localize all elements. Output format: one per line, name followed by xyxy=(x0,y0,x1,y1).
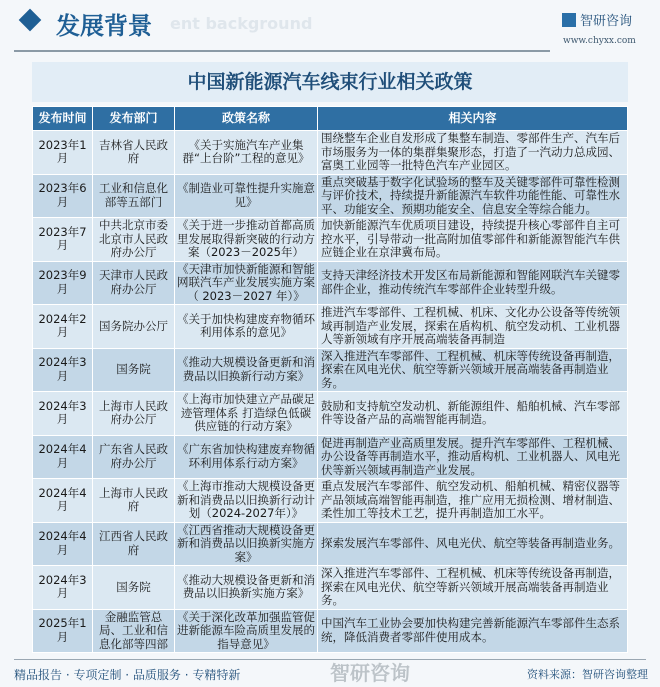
table-row xyxy=(33,435,628,479)
content-cell: 促进再制造产业高质里发展。提升汽车零部件、工程机械、办公设备等再制造水平，推动盾构机、工业机器人、风电光伏等新兴领域再制造产业发展。 xyxy=(318,435,628,479)
table-row xyxy=(33,479,628,523)
table-title: 中国新能源汽车线束行业相关政策 xyxy=(32,62,628,102)
footer-divider xyxy=(14,659,646,660)
table-row xyxy=(33,261,628,305)
table-row xyxy=(33,522,628,566)
watermark-logo: 智研咨询 xyxy=(330,661,410,685)
table-row xyxy=(33,131,628,175)
date-cell: 2024年4月 xyxy=(33,435,93,479)
logo-icon xyxy=(562,13,576,27)
table-row xyxy=(33,609,628,653)
policy-name-cell: 《天津市加快新能源和智能网联汽车产业发展实施方案（ 2023－2027 年）》 xyxy=(175,261,318,305)
department-cell: 天津市人民政府办公厅 xyxy=(93,261,175,305)
page-header xyxy=(0,0,660,52)
date-cell: 2025年1月 xyxy=(33,609,93,653)
content-cell: 鼓励和支持航空发动机、新能源组件、船舶机械、汽车零部件等设备产品的高端智能再制造。 xyxy=(318,392,628,436)
content-cell: 深入推进汽车零部件、工程机械、机床等传统设备再制造，探索在风电光伏、航空等新兴领域开展高端装备再制造业务。 xyxy=(318,566,628,610)
date-cell: 2023年9月 xyxy=(33,261,93,305)
department-cell: 国务院 xyxy=(93,566,175,610)
department-cell: 江西省人民政府 xyxy=(93,522,175,566)
content-cell: 推进汽车零部件、工程机械、机床、文化办公设备等传统领域再制造产业发展，探索在盾构机、航空发动机、工业机器人等新领域有序开展高端装备再制造 xyxy=(318,305,628,349)
column-header: 发布部门 xyxy=(93,107,175,131)
footer-slogan: 精品报告 · 专项定制 · 品质服务 · 专精特新 xyxy=(14,668,241,682)
policy-name-cell: 《关于实施汽车产业集群“上台阶”工程的意见》 xyxy=(175,131,318,175)
brand-url: www.chyxx.com xyxy=(563,36,636,46)
department-cell: 金融监管总局、工业和信息化部等四部 xyxy=(93,609,175,653)
department-cell: 广东省人民政府办公厅 xyxy=(93,435,175,479)
table-row xyxy=(33,174,628,218)
date-cell: 2024年4月 xyxy=(33,479,93,523)
table-header-row xyxy=(33,107,628,131)
table-row xyxy=(33,305,628,349)
header-subtitle: ent background xyxy=(170,14,313,33)
department-cell: 上海市人民政府办公厅 xyxy=(93,392,175,436)
policy-name-cell: 《江西省推动大规模设备更新和消费品以旧换新实施方案》 xyxy=(175,522,318,566)
date-cell: 2023年1月 xyxy=(33,131,93,175)
department-cell: 国务院 xyxy=(93,348,175,392)
policy-name-cell: 《关于深化改革加强监管促进新能源车险高质里发展的指导意见》 xyxy=(175,609,318,653)
content-cell: 重点突破基于数字化试验场的整车及关键零部件可靠性检测与评价技术，持续提升新能源汽车软件功能性能、可靠性水平、功能安全、预期功能安全、信息安全等综合能力。 xyxy=(318,174,628,218)
date-cell: 2024年3月 xyxy=(33,392,93,436)
policy-name-cell: 《关于加快构建废弃物循环利用体系的意见》 xyxy=(175,305,318,349)
content-cell: 中国汽车工业协会要加快构建完善新能源汽车零部件生态系统，降低消费者零部件使用成本。 xyxy=(318,609,628,653)
policy-name-cell: 《推动大规模设备更新和消费品以旧换新行动方案》 xyxy=(175,348,318,392)
date-cell: 2024年2月 xyxy=(33,305,93,349)
department-cell: 工业和信息化部等五部门 xyxy=(93,174,175,218)
policy-name-cell: 《关于进一步推动首都高质里发展取得新突破的行动方案（2023－2025年） xyxy=(175,218,318,262)
column-header: 相关内容 xyxy=(318,107,628,131)
column-header: 政策名称 xyxy=(175,107,318,131)
header-divider xyxy=(14,50,550,52)
table-row xyxy=(33,392,628,436)
policy-name-cell: 《上海市推动大规模设备更新和消费品以旧换新行动计划（2024-2027年）》 xyxy=(175,479,318,523)
date-cell: 2023年6月 xyxy=(33,174,93,218)
content-cell: 加快新能源汽车优质项目建设，持续提升核心零部件自主可控水平，引导带动一批高附加值零部件和新能源智能汽车供应链企业在京津冀布局。 xyxy=(318,218,628,262)
date-cell: 2023年7月 xyxy=(33,218,93,262)
content-cell: 探索发展汽车零部件、风电光伏、航空等装备再制造业务。 xyxy=(318,522,628,566)
date-cell: 2024年4月 xyxy=(33,522,93,566)
logo-text: 智研咨询 xyxy=(580,14,633,29)
table-row xyxy=(33,218,628,262)
date-cell: 2024年3月 xyxy=(33,566,93,610)
department-cell: 中共北京市委北京市人民政府办公厅 xyxy=(93,218,175,262)
source-note: 资料来源：智研咨询整理 xyxy=(527,668,648,681)
table-row xyxy=(33,348,628,392)
policy-name-cell: 《广东省加快构建废弃物循环利用体系行动方案》 xyxy=(175,435,318,479)
diamond-icon xyxy=(19,9,42,32)
content-cell: 重点发展汽车零部件、航空发动机、船舶机械、精密仪器等产品领域高端智能再制造，推广应用无损检测、增材制造、柔性加工等技术工艺，提升再制造加工水平。 xyxy=(318,479,628,523)
department-cell: 吉林省人民政府 xyxy=(93,131,175,175)
table-row xyxy=(33,566,628,610)
date-cell: 2024年3月 xyxy=(33,348,93,392)
brand-logo xyxy=(562,10,632,29)
department-cell: 上海市人民政府 xyxy=(93,479,175,523)
policy-name-cell: 《制造业可靠性提升实施意见》 xyxy=(175,174,318,218)
content-cell: 深入推进汽车零部件、工程机械、机床等传统设备再制造，探索在风电光伏、航空等新兴领域开展高端装备再制造业务。 xyxy=(318,348,628,392)
content-cell: 围绕整车企业自发形成了集整车制造、零部件生产、汽车后市场服务为一体的集群集聚形态，打造了一汽动力总成园、富奥工业园等一批特色汽车产业园区。 xyxy=(318,131,628,175)
content-cell: 支持天津经济技术开发区布局新能源和智能网联汽车关键零部件企业，推动传统汽车零部件企业转型升级。 xyxy=(318,261,628,305)
policy-name-cell: 《推动大规模设备更新和消费品以旧换新实施方案》 xyxy=(175,566,318,610)
policy-table xyxy=(32,106,628,653)
header-title: 发展背景 xyxy=(56,11,152,40)
department-cell: 国务院办公厅 xyxy=(93,305,175,349)
column-header: 发布时间 xyxy=(33,107,93,131)
policy-name-cell: 《上海市加快建立产品碳足迹管理体系 打造绿色低碳供应链的行动方案》 xyxy=(175,392,318,436)
